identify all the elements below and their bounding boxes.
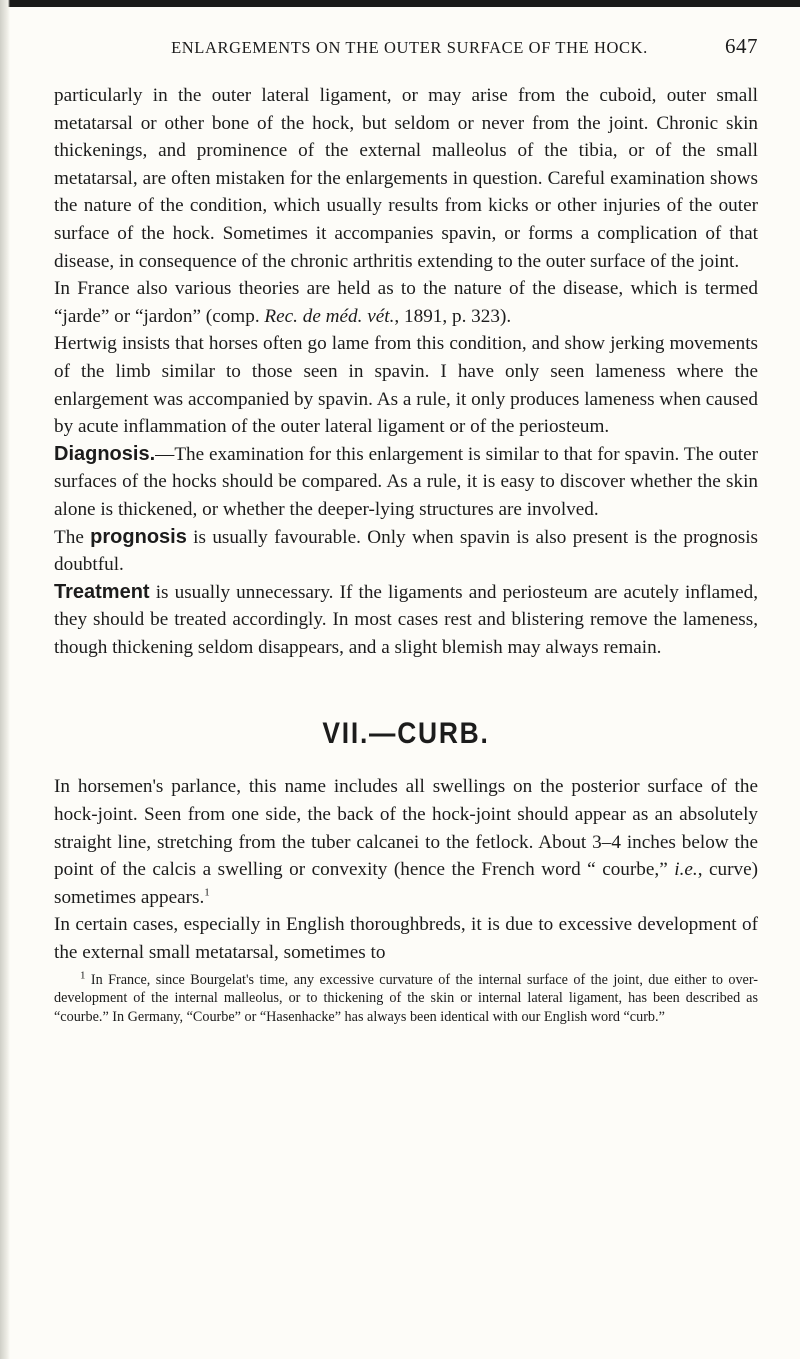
section-title: VII.—CURB. [322,717,490,751]
paragraph-prognosis [54,524,758,579]
paragraph-treatment [54,579,758,662]
top-edge-rule [0,0,800,7]
page-left-shadow [0,0,10,1359]
footnote-reference: 1 [204,886,210,899]
page-header [54,34,758,64]
prognosis-text: is usually favourable. Only when spavin is also present is the prognosis doubtful. [54,526,758,576]
paragraph-france [54,275,758,330]
treatment-text: is usually unnecessary. If the ligaments and periosteum are acutely inflamed, they should be treated accordingly. In most cases rest and blistering remove the lameness, though thickening seldom disappears, and a slight blemish may always remain. [54,581,758,658]
treatment-heading: Treatment [54,580,150,603]
paragraph-continuation: particularly in the outer lateral ligament, or may arise from the cuboid, outer small metatarsal or other bone of the hock, but seldom or never from the joint. Chronic skin thickenings, and prominence of the external malleolus of the tibia, or of the small metatarsal, are often mistaken for the enlargements in question. Careful examination shows the nature of the condition, which usually results from kicks or other injuries of the outer surface of the hock. Sometimes it accompanies spavin, or forms a complication of that disease, in consequence of the chronic arthritis extending to the outer surface of the joint. [54,85,758,272]
reference-end: , 1891, p. 323). [394,305,512,327]
paragraph-france-text: In France also various theories are held as to the nature of the disease, which is termed “jarde” or “jardon” (comp. [54,278,758,327]
diagnosis-heading: Diagnosis. [54,442,156,465]
paragraph-hertwig: Hertwig insists that horses often go lame from this condition, and show jerking movements of the limb similar to those seen in spavin. I have only seen lameness where the enlargement was accompanied by spavin. As a rule, it only produces lameness when caused by acute inflammation of the outer lateral ligament or of the periosteum. [54,333,758,438]
footnotes [54,968,758,1027]
curb-definition-text: In horsemen's parlance, this name includes all swellings on the posterior surface of the hock-joint. Seen from one side, the back of the hock-joint should appear as an absolutely straight line, stretching from the tuber calcanei to the fetlock. About 3–4 inches below the point of the calcis a swelling or convexity (hence the French word “ courbe,” [54,776,758,881]
journal-reference: Rec. de méd. vét. [264,305,395,327]
running-head: ENLARGEMENTS ON THE OUTER SURFACE OF THE HOCK. [171,38,648,57]
paragraph-curb-definition [54,773,758,911]
footnote-1 [54,968,758,1027]
footnote-text: In France, since Bourgelat's time, any excessive curvature of the internal surface of the joint, due either to over-development of the internal malleolus, or to thickening of the skin or internal lateral ligament, has been described as “courbe.” In Germany, “Courbe” or “Hasenhacke” has always been identical with our English word “curb.” [54,971,758,1025]
page-number: 647 [725,34,758,58]
paragraph-diagnosis [54,441,758,524]
ie-abbreviation: i.e. [674,859,698,881]
book-page [54,34,758,1026]
diagnosis-text: —The examination for this enlargement is similar to that for spavin. The outer surfaces of the hocks should be compared. As a rule, it is easy to discover whether the skin alone is thickened, or whether the deeper-lying structures are involved. [54,443,758,520]
prognosis-heading: prognosis [90,525,187,548]
prognosis-pre: The [54,526,91,548]
curb-definition-end: , curve) sometimes appears. [54,859,758,908]
footnote-mark: 1 [80,968,86,981]
paragraph-curb-causes: In certain cases, especially in English thoroughbreds, it is due to excessive development of the external small metatarsal, sometimes to [54,914,758,964]
